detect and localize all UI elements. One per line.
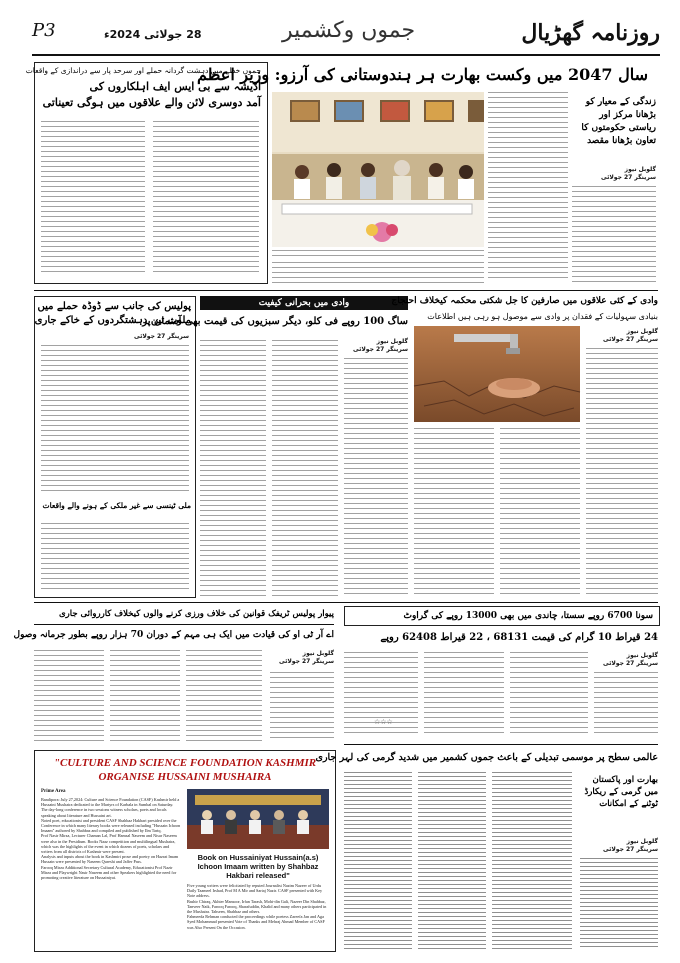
vegetables-body-col-2: [272, 340, 338, 596]
gold-body-col-4: [594, 672, 658, 736]
vegetables-byline: [348, 338, 408, 354]
climate-body-col-4: [580, 858, 658, 950]
water-headline: وادی کے کئی علاقوں میں صارفین کا جل شکتی محکمہ کیخلاف احتجاج: [391, 296, 658, 306]
culture-text-col-2: [187, 883, 329, 947]
traffic-rule: [34, 624, 334, 625]
culture-caption-line-2: Ichoon Imaam written by Shahbaz: [197, 862, 319, 871]
lead-photo: [272, 92, 484, 247]
climate-byline-dateline: سرینگر 27 جولائی: [603, 846, 658, 853]
gold-subhead: 24 قیراط 10 گرام کی قیمت 68131 ، 22 قیراط 62408 روپے: [380, 632, 658, 643]
gold-headline-box: [344, 606, 660, 626]
culture-book-caption: [187, 853, 329, 880]
climate-side-headline: بھارت اور پاکستان میں گرمی کے ریکارڈ ٹوٹنے کے امکانات: [584, 775, 658, 809]
vegetables-byline-dateline: سرینگر 27 جولائی: [353, 346, 408, 353]
culture-paragraph-9: Fahmeeda Rehman conducted the proceedings while poetess Zareefa Jan and Aga Syed Mohammad presented Vote of Thanks and Mehraj Ahmad Member of CASF was Also Present On the Occasion.: [187, 914, 325, 930]
lead-body-col-2: [272, 262, 484, 284]
section-rule-2: [34, 602, 658, 603]
lead-byline-dateline: سرینگر 27 جولائی: [601, 174, 656, 181]
traffic-byline-dateline: سرینگر 27 جولائی: [279, 658, 334, 665]
culture-paragraph-2: The day-long conference in two sessions witness scholars, poets and locals speaking about literature and Hussaini art.: [41, 807, 167, 818]
climate-body-col-3: [492, 772, 572, 950]
traffic-subhead: اے آر ٹی او کی قیادت میں ایک ہی مہم کے دوران 70 ہزار روپے بطور جرمانہ وصول: [13, 630, 334, 640]
section-rule-3: [344, 744, 658, 745]
vegetables-body-col-1: [200, 340, 266, 596]
traffic-body-col-3: [186, 650, 262, 742]
water-body-col-1: [586, 348, 658, 596]
culture-dateline: Prime Area: [41, 789, 66, 794]
police-byline: سرینگر 27 جولائی: [134, 333, 189, 340]
gold-byline-dateline: سرینگر 27 جولائی: [603, 660, 658, 667]
traffic-byline-agency: گلوبل نیوز: [302, 650, 334, 657]
water-byline-dateline: سرینگر 27 جولائی: [603, 336, 658, 343]
culture-caption-line-3: Hakbari released": [226, 871, 290, 880]
police-subhead: ملی ٹینسی سے غیر ملکی کے ہونے والے واقعات: [42, 501, 191, 510]
culture-headline-line-1: "CULTURE AND SCIENCE FOUNDATION KASHMIR: [53, 757, 317, 769]
story-body-col-1: [41, 121, 145, 276]
photo-caption: [272, 250, 484, 260]
story-body-col-2: [153, 121, 259, 276]
climate-byline: [580, 838, 658, 854]
section-rule-1: [34, 290, 658, 291]
traffic-body-col-1: [34, 650, 104, 742]
masthead-subtitle: جموں وکشمیر: [282, 18, 416, 43]
newspaper-name: روزنامہ گھڑیال: [521, 20, 660, 46]
climate-body-col-2: [418, 772, 486, 950]
traffic-body-col-4: [270, 672, 334, 742]
vegetables-byline-agency: گلوبل نیوز: [376, 338, 408, 345]
lead-body-col-1: [488, 92, 568, 282]
gold-byline-agency: گلوبل نیوز: [626, 652, 658, 659]
culture-headline-line-2: ORGANISE HUSSAINI MUSHAIRA: [98, 771, 272, 783]
climate-headline: عالمی سطح پر موسمی تبدیلی کے باعث جموں کشمیر میں شدید گرمی کی لہر جاری: [315, 752, 658, 763]
gold-body-col-2: [424, 652, 504, 736]
top-left-story: [25, 62, 268, 284]
water-photo: [414, 326, 580, 422]
culture-text-col-1: [41, 797, 181, 947]
police-headline-line-2: ملوث تین دہشتگردوں کے خاکے جاری: [34, 315, 191, 326]
climate-body-col-1: [344, 772, 412, 950]
story-headline-line-2: آمد دوسری لائن والے علاقوں میں ہوگی تعیناتی: [42, 96, 261, 109]
gold-end-stars: ☆☆☆: [374, 718, 393, 726]
lead-side-headline: زندگی کے معیار کو بڑھانا مرکز اور ریاستی حکومتوں کا تعاون بڑھانا مقصد: [581, 97, 656, 146]
story-headline-line-1: اڈیشہ سے بی ایس ایف اہلکاروں کی: [89, 80, 261, 93]
masthead-rule: [32, 54, 660, 56]
culture-paragraph-8: Bashir Chiraq, Akhter Mansoor, Irfan Tarash, Mohi-din Gali, Nazeer Din Shahbaz, Tanveer Naik, Farooq Farooq, Sharafuddin, Khalid and many others participated in the Mushaira. Tahseen, Shahbaz and others.: [187, 898, 327, 915]
culture-paragraph-1: Bandipora: July 27,2024: Culture and Science Foundation (CASF) Kashmir held a Hussaini Mushaira dedicated to the Martyrs of Karbala in Sumbal on Saturday.: [41, 797, 180, 808]
climate-byline-agency: گلوبل نیوز: [626, 838, 658, 845]
dry-earth-tap-photo: [414, 326, 580, 422]
lead-byline: [572, 166, 656, 182]
culture-paragraph-4: Prof Nasir Mirza, Lecturer Chaman Lal, Prof Hamsal Naseem and Nisar Naseem were also in the Presidium. Books Naaz competition and multilingual Mushaira, which was the highlights of the event in which dozens of poets, scholars and writers from all districts of Kashmir were present.: [41, 833, 177, 855]
lead-byline-agency: گلوبل نیوز: [624, 166, 656, 173]
culture-paragraph-6: Farooq Mirza Additional Secretary Cultural Academy, Educationist Prof Nazir Mirza and Playwright Nasir Naseem and other Speakers highlighted the need for promoting creative literature on Hussainiyat.: [41, 864, 177, 881]
police-body-2: [41, 523, 189, 591]
vegetables-box-title: وادی میں بحرانی کیفیت: [200, 296, 408, 310]
culture-paragraph-5: Analysis and inputs about the book in Kashmiri prose and poetry on Hazrat Imam Hussain were presented by Naseem Qureshi and Jaffer Pass.: [41, 854, 179, 865]
culture-story: [34, 750, 336, 952]
vegetables-headline: ساگ 100 روپے فی کلو، دیگر سبزیوں کی قیمت بھی آسمان پر: [142, 316, 408, 327]
water-byline-agency: گلوبل نیوز: [626, 328, 658, 335]
vegetables-body-col-3: [344, 358, 408, 596]
police-headline-line-1: پولیس کی جانب سے ڈوڈہ حملے میں: [37, 301, 191, 312]
story-kicker: جموں خطے میں دہشت گردانہ حملے اور سرحد پار سے دراندازی کے واقعات: [25, 66, 261, 75]
gold-body-col-3: [510, 652, 588, 736]
traffic-body-col-2: [110, 650, 180, 742]
stage-event-photo: [187, 789, 329, 849]
page-number: P3: [32, 20, 56, 41]
gold-byline: [594, 652, 658, 668]
gold-headline: سونا 6700 روپے سستا، چاندی میں بھی 13000 روپے کی گراوٹ: [403, 611, 653, 621]
water-body-col-3: [500, 428, 580, 596]
water-byline: [586, 328, 658, 344]
culture-caption-line-1: Book on Hussainiyat Hussain(a.s): [197, 853, 319, 862]
police-story: [34, 296, 196, 598]
traffic-byline: [270, 650, 334, 666]
lead-side-body: [572, 186, 656, 286]
police-body-1: [41, 345, 189, 495]
lead-headline: سال 2047 میں وکست بھارت ہر ہندوستانی کی آرزو: وزیر اعظم: [197, 65, 648, 84]
water-subhead: بنیادی سہولیات کے فقدان پر وادی سے موصول ہو رہی ہیں اطلاعات: [427, 312, 658, 321]
culture-paragraph-7: Five young writers were felicitated by reputed Journalist Nazim Nazeer of Urdu Daily Taameel Irshad, Prof M A Mir and Sartaj Nazir. CASF presented with Key Note address.: [187, 883, 323, 899]
masthead: [32, 14, 660, 56]
issue-date: 28 جولائی 2024ء: [104, 28, 202, 41]
water-body-col-2: [414, 428, 494, 596]
traffic-headline: پیوار پولیس ٹریفک قوانین کی خلاف ورزی کرنے والوں کیخلاف کارروائی جاری: [59, 609, 334, 619]
culture-paragraph-3: Noted poet, educationist and president CASF Shahbaz Hakbari presided over the Conference in which many literary books were released including "Hussain Ichoon Imaam" authored by Shahbaz and compiled and published by Ilm Tariq.: [41, 817, 181, 834]
meeting-photo: [272, 92, 484, 247]
culture-event-photo: [187, 789, 329, 849]
